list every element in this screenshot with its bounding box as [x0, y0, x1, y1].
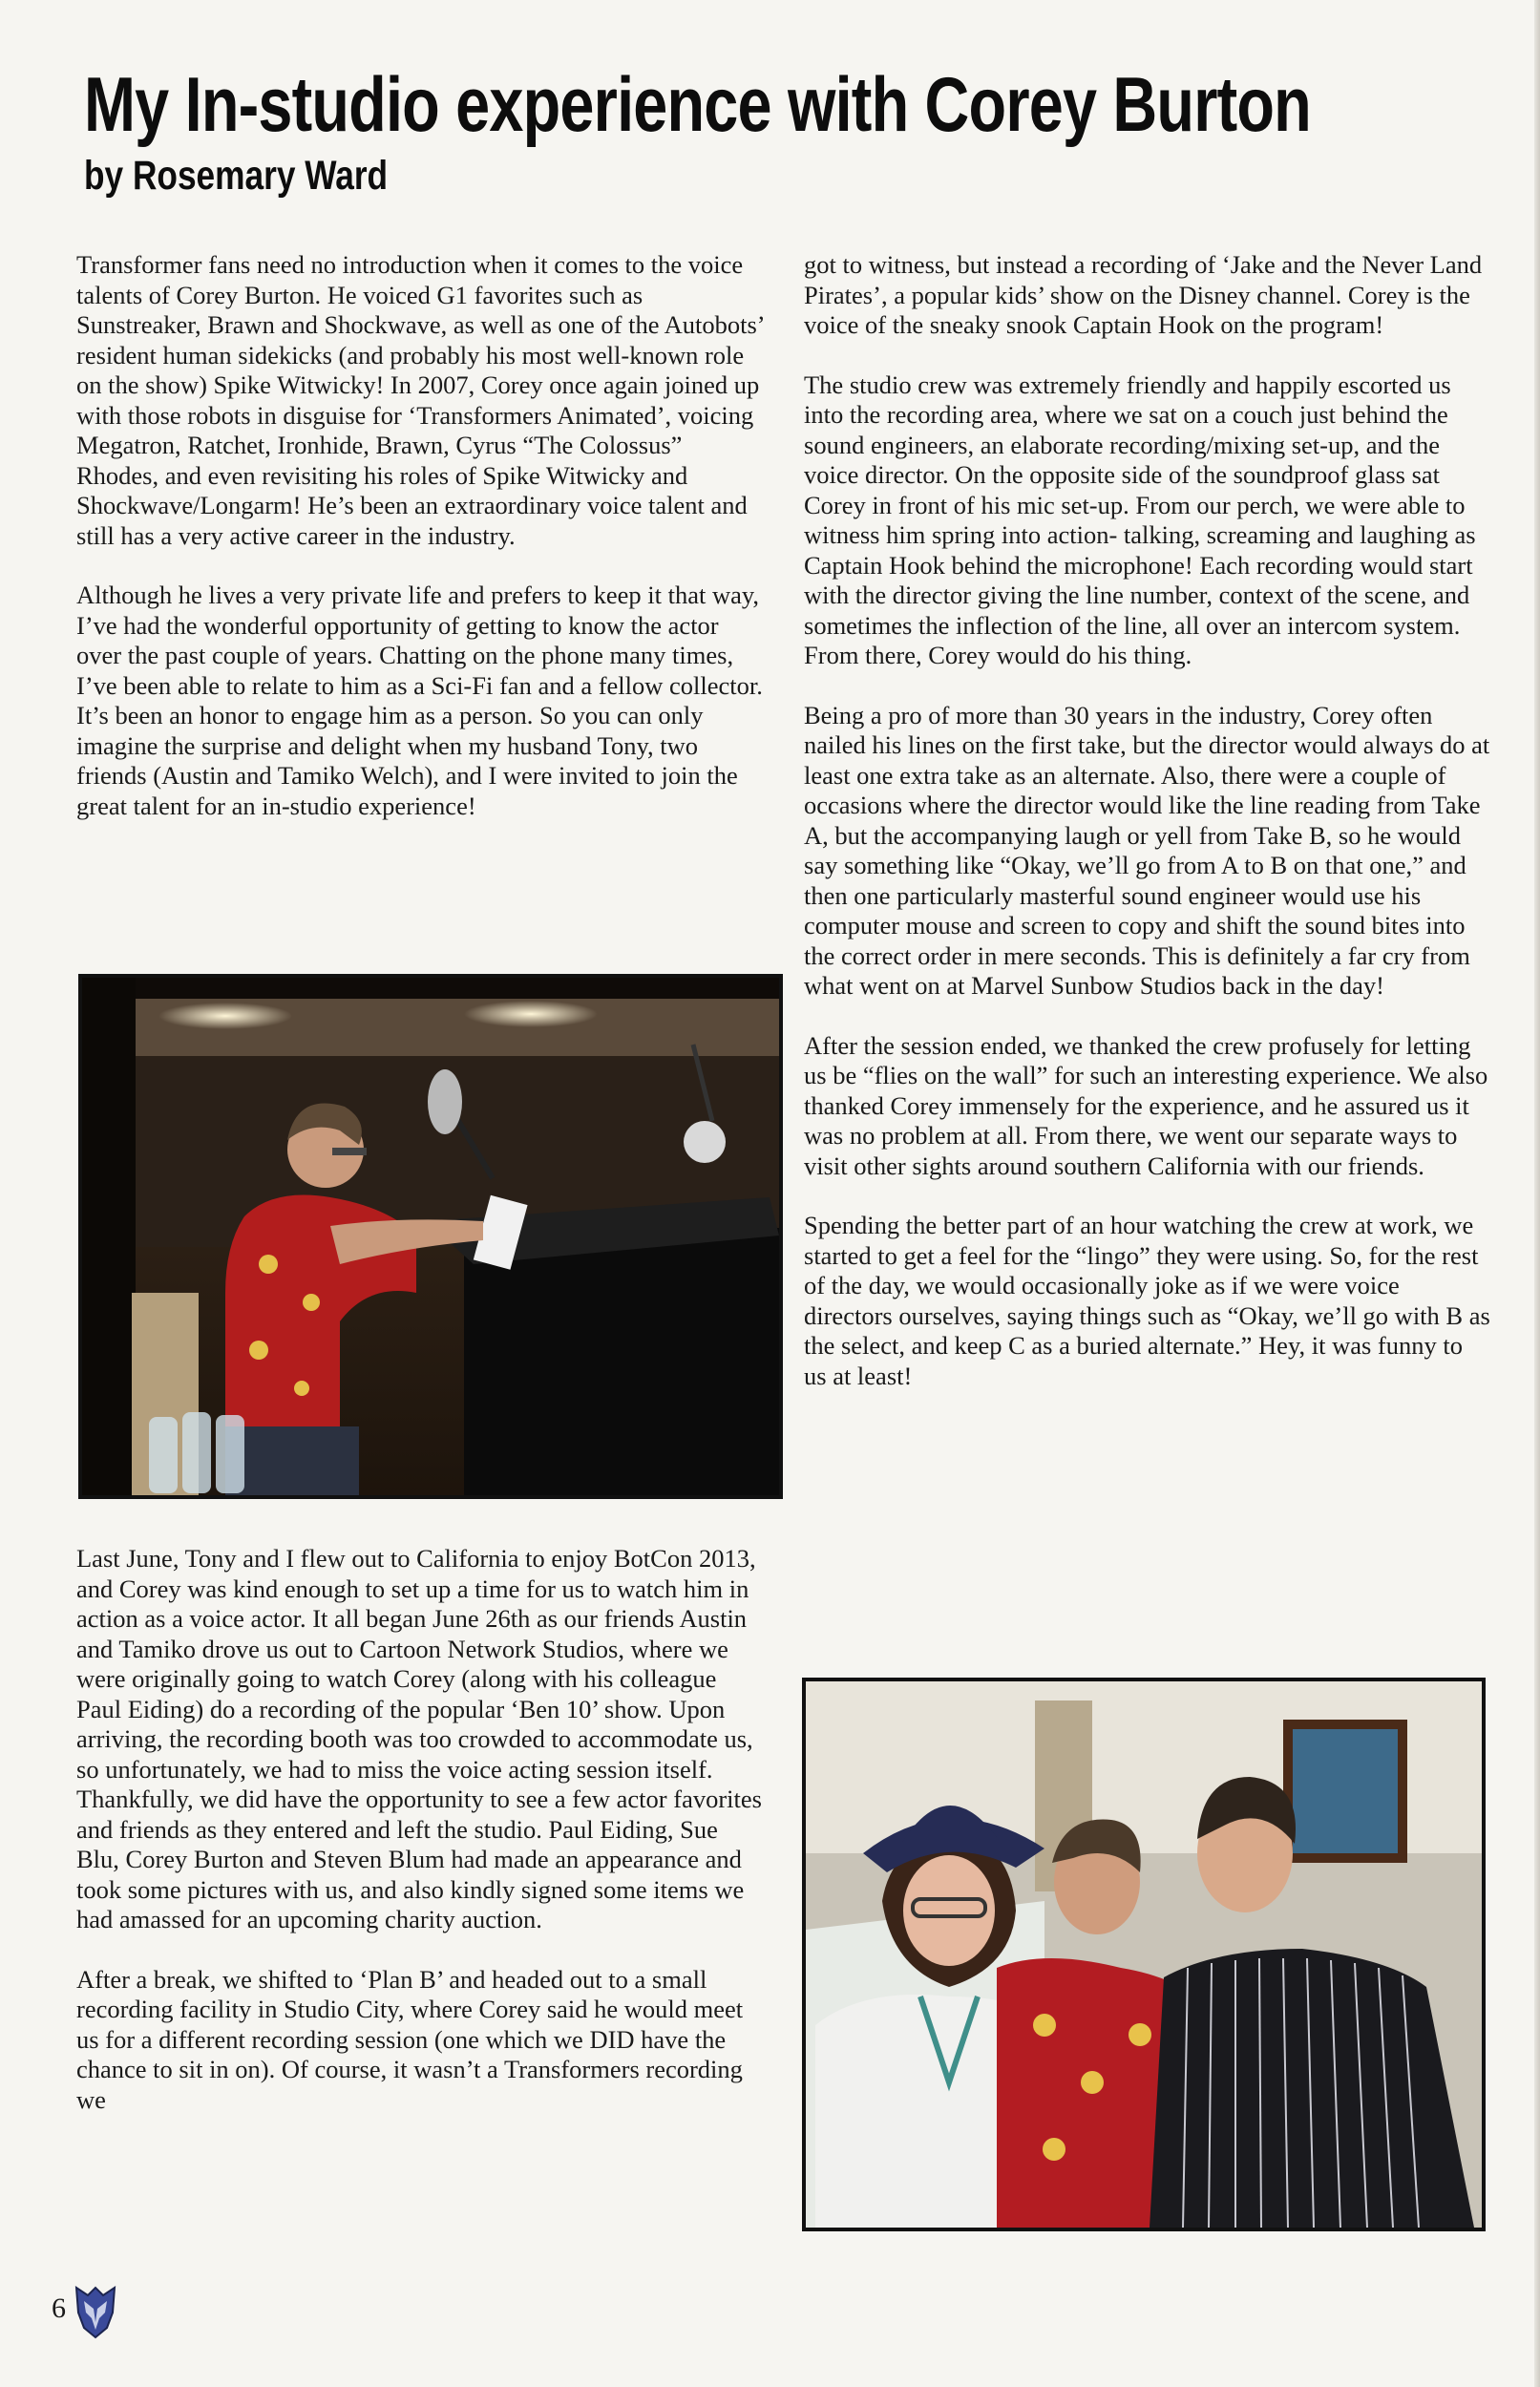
page-number: 6 [52, 2292, 66, 2324]
right-column [804, 250, 1491, 1421]
group-photo [802, 1678, 1486, 2231]
studio-photo-illustration [82, 978, 779, 1495]
studio-recording-photo [78, 974, 783, 1499]
group-photo-illustration [806, 1681, 1482, 2228]
left-column-bottom [76, 1544, 764, 2144]
paragraph: After a break, we shifted to ‘Plan B’ and headed out to a small recording facility in Studio City, where Corey said he would meet us for a different recording session (one which we DID have the chance to sit in on). Of course, it wasn’t a Transformers recording we [76, 1964, 744, 2114]
article-byline: by Rosemary Ward [84, 153, 389, 199]
paragraph: Last June, Tony and I flew out to California to enjoy BotCon 2013, and Corey was kind enough to set up a time for us to watch him in action as a voice actor. It all began June 26th as our friends Austin and Tamiko drove us out to Cartoon Network Studios, where we were originally going to watch Corey (along with his colleague Paul Eiding) do a recording of the popular ‘Ben 10’ show. Upon arriving, the recording booth was too crowded to accommodate us, so unfortunately, we had to miss the voice acting session itself. Thankfully, we did have the opportunity to see a few actor favorites and friends as they entered and left the studio. Paul Eiding, Sue Blu, Corey Burton and Steven Blum had made an appearance and took some pictures with us, and also kindly signed some items we had amassed for an upcoming charity auction. [76, 1544, 762, 1933]
paragraph: After the session ended, we thanked the crew profusely for letting us be “flies on the wall” for such an interesting experience. We also thanked Corey immensely for the experience, and he assured us it was no problem at all. From there, we went our separate ways to visit other sights around southern California with our friends. [804, 1030, 1488, 1180]
paragraph: Although he lives a very private life and prefers to keep it that way, I’ve had the wonderful opportunity of getting to know the actor over the past couple of years. Chatting on the phone many times, I’ve been able to relate to him as a Sci-Fi fan and a fellow collector. It’s been an honor to engage him as a person. So you can only imagine the surprise and delight when my husband Tony, two friends (Austin and Tamiko Welch), and I were invited to join the great talent for an in-studio experience! [76, 581, 763, 820]
paragraph: Transformer fans need no introduction when it comes to the voice talents of Corey Burton. He voiced G1 favorites such as Sunstreaker, Brawn and Shockwave, as well as one of the Autobots’ resident human sidekicks (and probably his most well-known role on the show) Spike Witwicky! In 2007, Corey once again joined up with those robots in disguise for ‘Transformers Animated’, voicing Megatron, Ratchet, Ironhide, Brawn, Cyrus “The Colossus” Rhodes, and even revisiting his roles of Spike Witwicky and Shockwave/Longarm! He’s been an extraordinary voice talent and still has a very active career in the industry. [76, 250, 764, 550]
paragraph: got to witness, but instead a recording of ‘Jake and the Never Land Pirates’, a popular kids’ show on the Disney channel. Corey is the voice of the sneaky snook Captain Hook on the program! [804, 250, 1483, 339]
page-edge [1534, 0, 1540, 2387]
left-column-top [76, 250, 764, 851]
decepticon-icon [73, 2284, 118, 2339]
article-title: My In-studio experience with Corey Burton [84, 62, 1311, 148]
paragraph: Being a pro of more than 30 years in the industry, Corey often nailed his lines on the first take, but the director would always do at least one extra take as an alternate. Also, there were a couple of occasions where the director would like the line reading from Take A, but the accompanying laugh or yell from Take B, so he would say something like “Okay, we’ll go from A to B on that one,” and then one particularly masterful sound engineer would use his computer mouse and screen to copy and shift the sound bites into the correct order in mere seconds. This is definitely a far cry from what went on at Marvel Sunbow Studios back in the day! [804, 700, 1490, 1000]
paragraph: Spending the better part of an hour watching the crew at work, we started to get a feel for the “lingo” they were using. So, for the rest of the day, we would occasionally joke as if we were voice directors ourselves, saying things such as “Okay, we’ll go with B as the select, and keep C as a buried alternate.” Hey, it was funny to us at least! [804, 1211, 1490, 1390]
paragraph: The studio crew was extremely friendly and happily escorted us into the recording area, where we sat on a couch just behind the sound engineers, an elaborate recording/mixing set-up, and the voice director. On the opposite side of the soundproof glass sat Corey in front of his mic set-up. From our perch, we were able to witness him spring into action- talking, screaming and laughing as Captain Hook behind the microphone! Each recording would start with the director giving the line number, context of the scene, and sometimes the inflection of the line, all over an intercom system. From there, Corey would do his thing. [804, 370, 1476, 669]
